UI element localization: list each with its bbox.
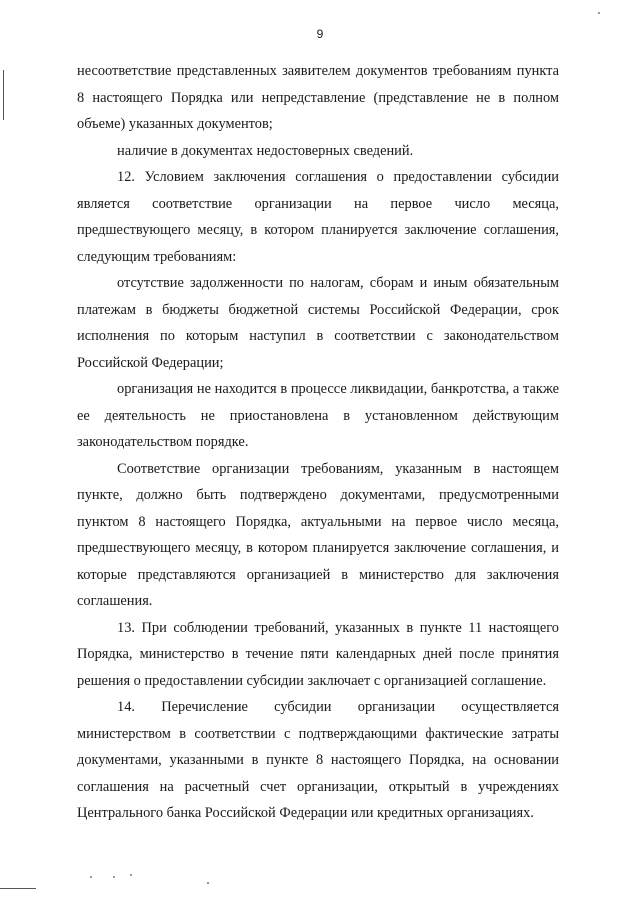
page-number: 9 bbox=[316, 27, 324, 41]
paragraph: 13. При соблюдении требований, указанных в пункте 11 настоящего Порядка, министерство в течение пяти календарных дней после принятия решения о предоставлении субсидии заключает с организацией соглашение. bbox=[77, 619, 559, 689]
paragraph: 14. Перечисление субсидии организации осуществляется министерством в соответствии с подтверждающими фактические затраты документами, указанными в пункте 8 настоящего Порядка, на основании соглашения на расчетный счет организации, открытый в учреждениях Центрального банка Российской Федерации или кредитных организациях. bbox=[77, 699, 559, 821]
paragraph: 12. Условием заключения соглашения о предоставлении субсидии является соответствие организации на первое число месяца, предшествующего месяцу, в котором планируется заключение соглашения, следующим требованиям: bbox=[77, 169, 559, 265]
paragraph: несоответствие представленных заявителем документов требованиям пункта 8 настоящего Порядка или непредставление (представление не в полном объеме) указанных документов; bbox=[77, 63, 559, 132]
scan-artifact bbox=[90, 876, 92, 878]
paragraph: Соответствие организации требованиям, указанным в настоящем пункте, должно быть подтверждено документами, предусмотренными пунктом 8 настоящего Порядка, актуальными на первое число месяца, предшествующего месяцу, в котором планируется заключение соглашения, и которые представляются организацией в министерство для заключения соглашения. bbox=[77, 460, 559, 609]
scan-artifact bbox=[598, 12, 600, 14]
paragraph: отсутствие задолженности по налогам, сборам и иным обязательным платежам в бюджеты бюджетной системы Российской Федерации, срок исполнения по которым наступил в соответствии с законодательством Российской Федерации; bbox=[77, 275, 559, 371]
scan-artifact bbox=[130, 874, 132, 876]
scan-artifact bbox=[207, 882, 209, 884]
left-margin-mark bbox=[3, 70, 4, 120]
scan-artifact bbox=[113, 876, 115, 878]
paragraph: организация не находится в процессе ликвидации, банкротства, а также ее деятельность не приостановлена в установленном действующим законодательством порядке. bbox=[77, 381, 559, 450]
paragraph: наличие в документах недостоверных сведений. bbox=[117, 142, 414, 159]
document-body bbox=[77, 58, 559, 827]
bottom-margin-mark bbox=[0, 888, 36, 889]
